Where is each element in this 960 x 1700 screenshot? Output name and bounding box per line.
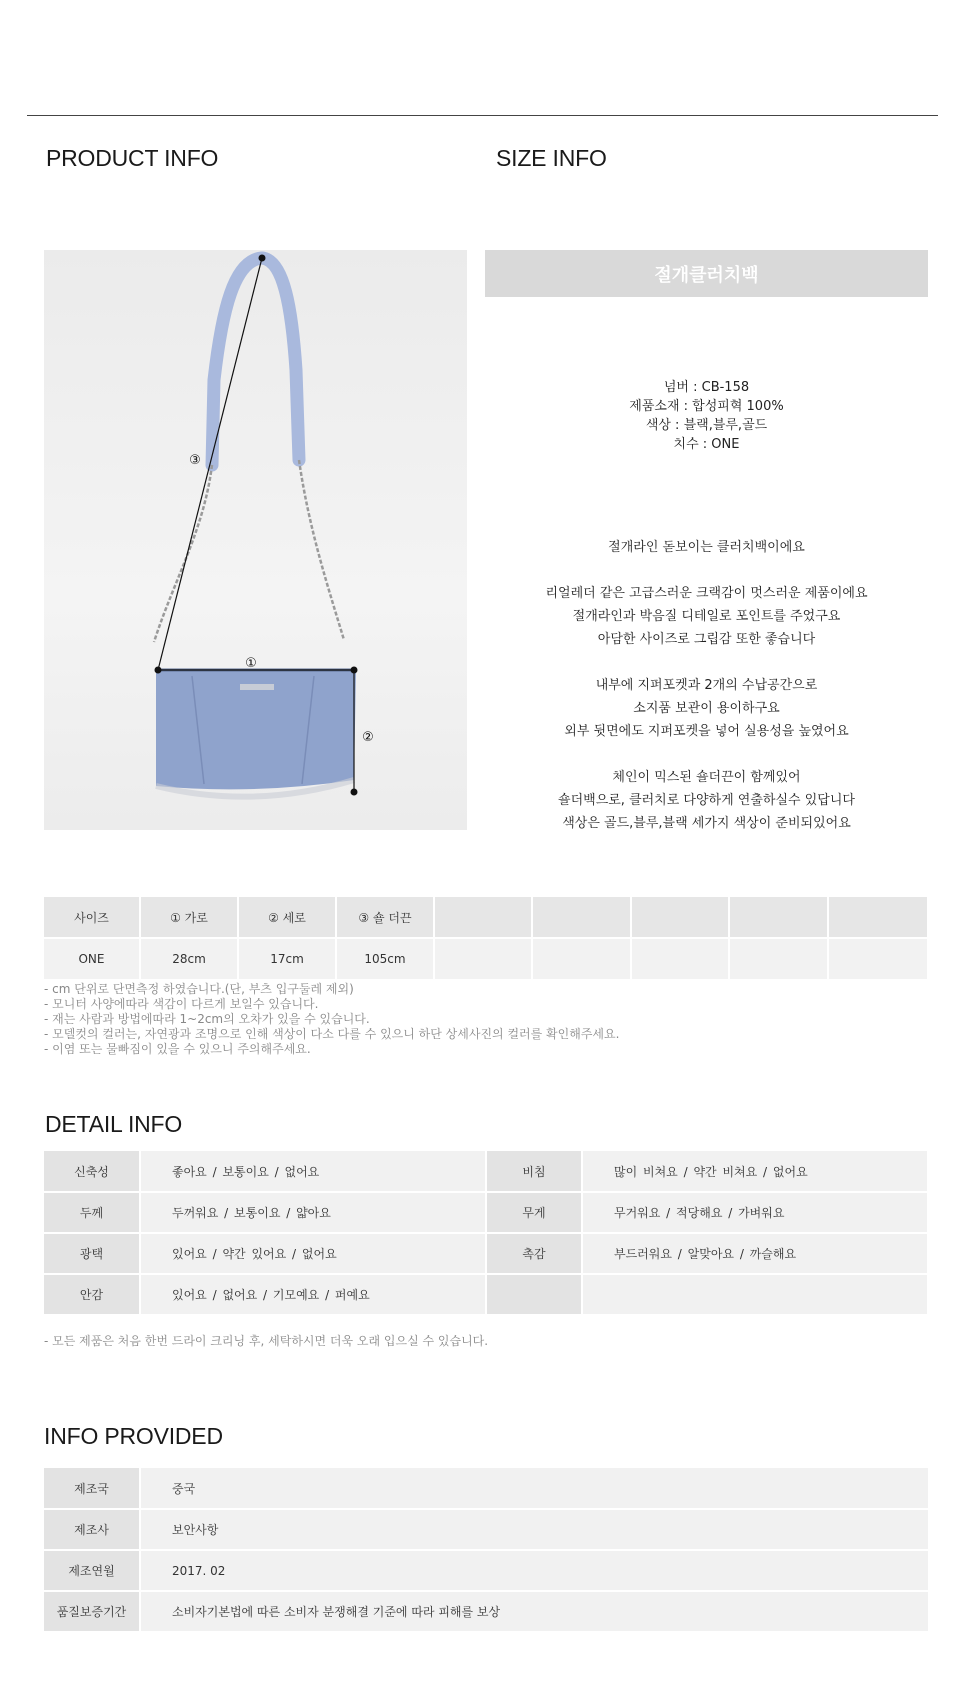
detail-label: 광택 xyxy=(44,1233,140,1274)
detail-value: 부드러워요 / 알맞아요 / 까슬해요 xyxy=(582,1233,928,1274)
size-header-cell xyxy=(729,897,828,938)
info-label: 품질보증기간 xyxy=(44,1591,140,1632)
table-row xyxy=(44,1509,928,1550)
size-table-row xyxy=(44,938,928,979)
size-header-cell xyxy=(532,897,631,938)
description-line xyxy=(485,743,928,766)
product-info-heading: PRODUCT INFO xyxy=(46,145,219,171)
description-line: 체인이 믹스된 숄더끈이 함께있어 xyxy=(612,770,801,785)
size-header-cell: 사이즈 xyxy=(44,897,140,938)
info-value: 2017. 02 xyxy=(140,1550,928,1591)
size-cell: 17cm xyxy=(238,938,336,979)
strap-length-line xyxy=(158,258,262,670)
size-header-cell xyxy=(434,897,532,938)
detail-label: 비침 xyxy=(486,1151,582,1192)
description-line: 절개라인 돋보이는 클러치백이에요 xyxy=(608,540,805,555)
description-line: 소지품 보관이 용이하구요 xyxy=(633,701,780,716)
size-note: - 이염 또는 물빠짐이 있을 수 있으니 주의해주세요. xyxy=(44,1042,311,1056)
detail-info-heading: DETAIL INFO xyxy=(45,1111,183,1137)
size-cell xyxy=(729,938,828,979)
size-table-header-row xyxy=(44,897,928,938)
product-specs xyxy=(485,378,928,454)
detail-value: 있어요 / 없어요 / 기모예요 / 퍼예요 xyxy=(140,1274,486,1315)
size-notes xyxy=(44,982,619,1057)
size-cell xyxy=(532,938,631,979)
description-line: 외부 뒷면에도 지퍼포켓을 넣어 실용성을 높였어요 xyxy=(564,724,849,739)
size-info-heading: SIZE INFO xyxy=(496,145,607,171)
description-line xyxy=(485,559,928,582)
table-row xyxy=(44,1233,928,1274)
detail-note: - 모든 제품은 처음 한번 드라이 크리닝 후, 세탁하시면 더욱 오래 입으실 수 있습니다. xyxy=(44,1334,489,1348)
size-header-cell: ① 가로 xyxy=(140,897,238,938)
dot-bottom xyxy=(351,789,358,796)
size-note: - 재는 사람과 방법에따라 1~2cm의 오차가 있을 수 있습니다. xyxy=(44,1012,370,1026)
info-provided-table xyxy=(44,1468,928,1633)
table-row xyxy=(44,1550,928,1591)
info-label: 제조연월 xyxy=(44,1550,140,1591)
product-name-bar: 절개클러치백 xyxy=(485,250,928,297)
marker-height: ② xyxy=(362,730,374,745)
size-cell xyxy=(434,938,532,979)
product-description xyxy=(485,536,928,835)
top-divider xyxy=(27,115,938,116)
table-row xyxy=(44,1591,928,1632)
detail-value: 좋아요 / 보통이요 / 없어요 xyxy=(140,1151,486,1192)
description-line: 내부에 지퍼포켓과 2개의 수납공간으로 xyxy=(595,678,818,693)
marker-width: ① xyxy=(245,656,257,671)
detail-label xyxy=(486,1274,582,1315)
description-line xyxy=(485,651,928,674)
size-cell: 28cm xyxy=(140,938,238,979)
table-row xyxy=(44,1468,928,1509)
strap-right xyxy=(262,258,299,460)
detail-label: 무게 xyxy=(486,1192,582,1233)
marker-strap: ③ xyxy=(189,453,201,468)
spec-size: 치수 : ONE xyxy=(673,437,740,452)
table-row xyxy=(44,1192,928,1233)
bag-illustration xyxy=(44,250,467,830)
table-row xyxy=(44,1274,928,1315)
description-line: 리얼레더 같은 고급스러운 크랙감이 멋스러운 제품이에요 xyxy=(545,586,868,601)
size-header-cell: ③ 숄 더끈 xyxy=(336,897,434,938)
detail-value: 많이 비쳐요 / 약간 비쳐요 / 없어요 xyxy=(582,1151,928,1192)
size-note: - cm 단위로 단면측정 하였습니다.(단, 부츠 입구둘레 제외) xyxy=(44,982,354,996)
detail-label: 신축성 xyxy=(44,1151,140,1192)
info-value: 중국 xyxy=(140,1468,928,1509)
info-label: 제조사 xyxy=(44,1509,140,1550)
size-table xyxy=(44,897,929,979)
chain-right xyxy=(299,460,344,640)
size-note: - 모델컷의 컬러는, 자연광과 조명으로 인해 색상이 다소 다를 수 있으니 하단 상세사진의 컬러를 확인해주세요. xyxy=(44,1027,620,1041)
detail-value: 두꺼워요 / 보통이요 / 얇아요 xyxy=(140,1192,486,1233)
product-photo xyxy=(44,250,467,830)
description-line: 절개라인과 박음질 디테일로 포인트를 주었구요 xyxy=(572,609,841,624)
bag-logo-plate xyxy=(240,684,274,690)
info-provided-heading: INFO PROVIDED xyxy=(44,1423,223,1449)
size-note: - 모니터 사양에따라 색감이 다르게 보일수 있습니다. xyxy=(44,997,319,1011)
spec-number: 넘버 : CB-158 xyxy=(663,380,750,395)
description-line: 색상은 골드,블루,블랙 세가지 색상이 준비되있어요 xyxy=(562,816,851,831)
dot-left xyxy=(155,667,162,674)
spec-material: 제품소재 : 합성피혁 100% xyxy=(629,399,784,414)
size-cell xyxy=(631,938,729,979)
detail-label: 촉감 xyxy=(486,1233,582,1274)
size-cell xyxy=(828,938,928,979)
detail-table xyxy=(44,1151,929,1316)
size-header-cell xyxy=(631,897,729,938)
size-header-cell xyxy=(828,897,928,938)
dot-right xyxy=(351,667,358,674)
spec-color: 색상 : 블랙,블루,골드 xyxy=(645,418,768,433)
description-line: 아담한 사이즈로 그립감 또한 좋습니다 xyxy=(597,632,816,647)
description-line: 숄더백으로, 클러치로 다양하게 연출하실수 있답니다 xyxy=(558,793,855,808)
detail-value: 있어요 / 약간 있어요 / 없어요 xyxy=(140,1233,486,1274)
detail-value xyxy=(582,1274,928,1315)
detail-label: 두께 xyxy=(44,1192,140,1233)
detail-label: 안감 xyxy=(44,1274,140,1315)
table-row xyxy=(44,1151,928,1192)
dot-top xyxy=(259,255,266,262)
info-value: 보안사항 xyxy=(140,1509,928,1550)
size-cell: 105cm xyxy=(336,938,434,979)
size-header-cell: ② 세로 xyxy=(238,897,336,938)
detail-value: 무거워요 / 적당해요 / 가벼워요 xyxy=(582,1192,928,1233)
info-label: 제조국 xyxy=(44,1468,140,1509)
size-cell: ONE xyxy=(44,938,140,979)
info-value: 소비자기본법에 따른 소비자 분쟁해결 기준에 따라 피해를 보상 xyxy=(140,1591,928,1632)
